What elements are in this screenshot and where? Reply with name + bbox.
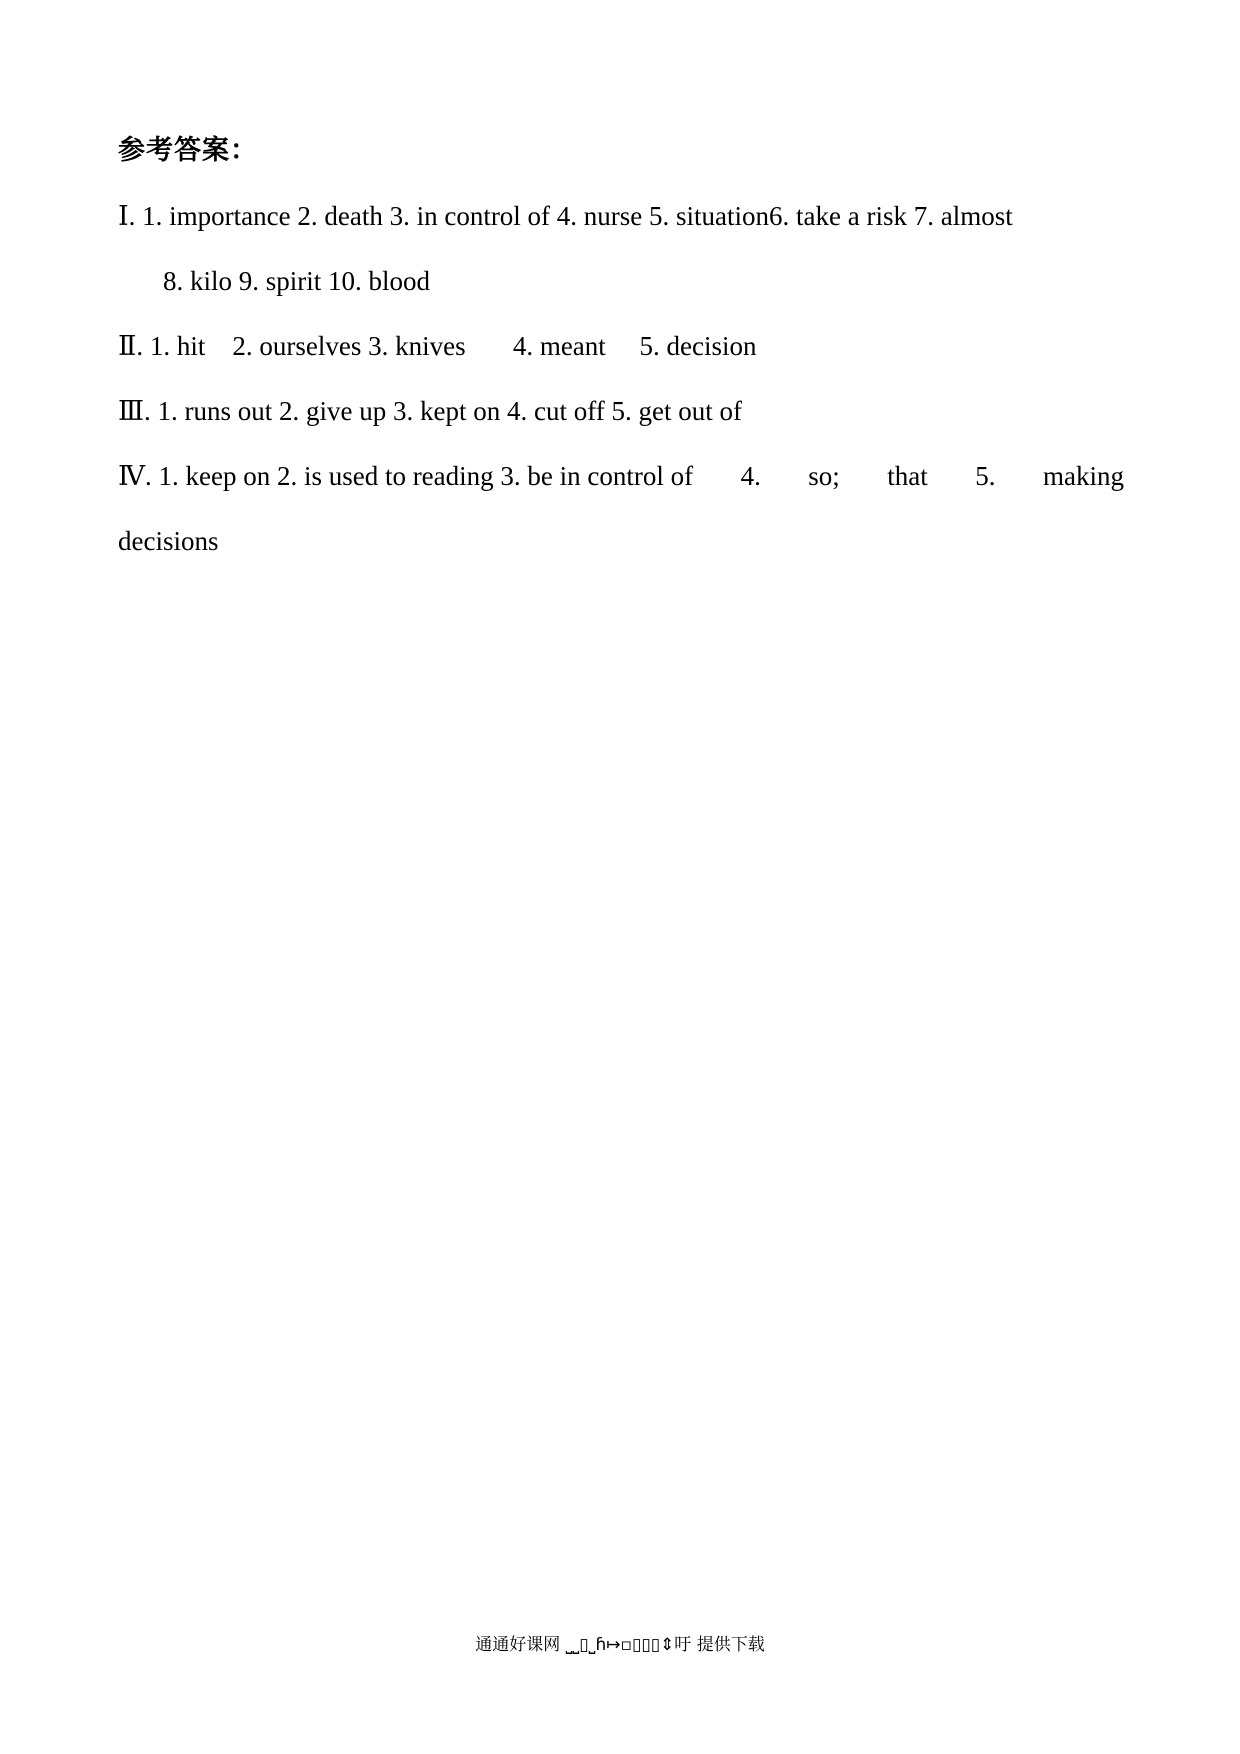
section-1-line-2: 8. kilo 9. spirit 10. blood xyxy=(163,266,431,296)
section-4-segment: 4. xyxy=(740,461,761,491)
section-4-line-1 xyxy=(118,460,1124,492)
section-1-line-1: Ⅰ. 1. importance 2. death 3. in control of 4. nurse 5. situation6. take a risk 7. almost xyxy=(118,201,1013,231)
section-4-segment: making xyxy=(1042,461,1124,491)
page-footer: 通通好课网 ⎵⎵▯⎵ɦ↦▫▯▯▯⇕吁 提供下载 xyxy=(475,1635,765,1655)
section-4-segment: 5. xyxy=(975,461,996,491)
answer-key-heading: 参考答案： xyxy=(118,135,258,166)
section-4-segment: Ⅳ. 1. keep on 2. is used to reading 3. be in control of xyxy=(118,461,694,491)
section-4-segment: so; xyxy=(808,461,840,491)
section-3-line: Ⅲ. 1. runs out 2. give up 3. kept on 4. cut off 5. get out of xyxy=(118,396,742,426)
section-2-line: Ⅱ. 1. hit 2. ourselves 3. knives 4. meant 5. decision xyxy=(118,331,757,361)
section-4-segment: that xyxy=(887,461,928,491)
section-4-line-2: decisions xyxy=(118,526,219,556)
